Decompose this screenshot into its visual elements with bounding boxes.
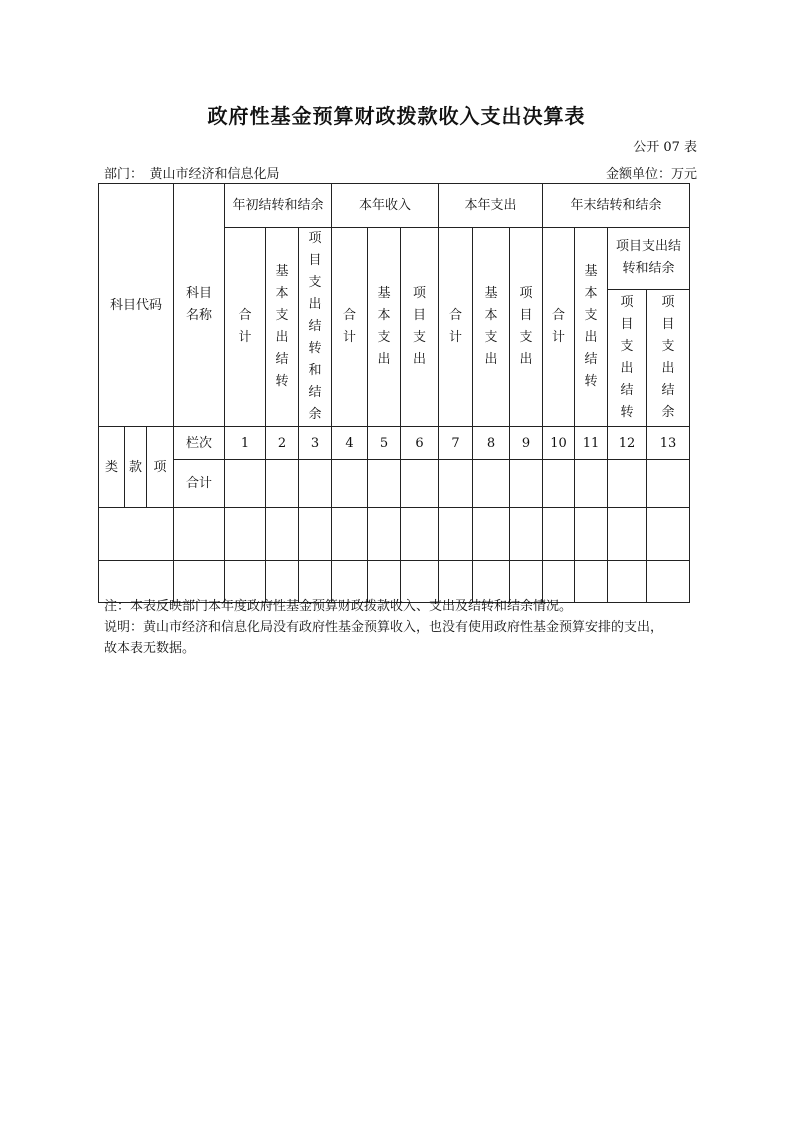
column-number: 9	[510, 427, 543, 460]
closing-total-header: 合计	[543, 228, 575, 427]
column-number: 13	[647, 427, 690, 460]
table-cell	[332, 460, 368, 508]
total-row-label: 合计	[174, 460, 225, 508]
form-number: 公开 07 表	[633, 140, 697, 155]
opening-balance-header: 年初结转和结余	[225, 184, 332, 228]
budget-table	[98, 183, 690, 603]
column-number: 2	[266, 427, 299, 460]
item-header: 项	[147, 427, 174, 508]
opening-project-carry-surplus-header: 项目支出结转和结余	[299, 228, 332, 427]
column-number: 6	[401, 427, 439, 460]
table-row	[99, 508, 690, 561]
table-cell	[473, 460, 510, 508]
income-project-header: 项目支出	[401, 228, 439, 427]
table-cell	[439, 508, 473, 561]
table-cell	[401, 460, 439, 508]
table-cell	[99, 508, 174, 561]
section-header: 款	[125, 427, 147, 508]
expense-project-header: 项目支出	[510, 228, 543, 427]
closing-basic-carry-header: 基本支出结转	[575, 228, 608, 427]
table-cell	[299, 460, 332, 508]
opening-total-header: 合计	[225, 228, 266, 427]
income-total-header: 合计	[332, 228, 368, 427]
table-cell	[266, 460, 299, 508]
column-number: 8	[473, 427, 510, 460]
table-cell	[608, 508, 647, 561]
table-cell	[473, 508, 510, 561]
table-cell	[543, 460, 575, 508]
expense-basic-header: 基本支出	[473, 228, 510, 427]
income-header: 本年收入	[332, 184, 439, 228]
table-cell	[510, 460, 543, 508]
table-cell	[510, 508, 543, 561]
income-basic-header: 基本支出	[368, 228, 401, 427]
table-cell	[225, 460, 266, 508]
expense-total-header: 合计	[439, 228, 473, 427]
table-cell	[299, 508, 332, 561]
table-cell	[608, 460, 647, 508]
table-cell	[401, 508, 439, 561]
column-number: 3	[299, 427, 332, 460]
column-number: 7	[439, 427, 473, 460]
table-cell	[368, 460, 401, 508]
class-header: 类	[99, 427, 125, 508]
subject-code-header: 科目代码	[99, 184, 174, 427]
table-cell	[647, 460, 690, 508]
opening-basic-carry-header: 基本支出结转	[266, 228, 299, 427]
table-cell	[439, 460, 473, 508]
column-number: 1	[225, 427, 266, 460]
table-cell	[225, 508, 266, 561]
table-cell	[266, 508, 299, 561]
explanation-note-continued: 故本表无数据。	[104, 641, 196, 656]
column-number: 10	[543, 427, 575, 460]
table-cell	[174, 508, 225, 561]
table-cell	[647, 508, 690, 561]
column-number: 12	[608, 427, 647, 460]
page-title: 政府性基金预算财政拨款收入支出决算表	[207, 104, 586, 128]
table-cell	[575, 508, 608, 561]
column-number: 5	[368, 427, 401, 460]
subject-name-header: 科目名称	[174, 184, 225, 427]
closing-project-surplus-header: 项目支出结余	[647, 289, 690, 426]
table-cell	[332, 508, 368, 561]
column-number: 11	[575, 427, 608, 460]
amount-unit-label: 金额单位：万元	[605, 167, 697, 182]
table-cell	[368, 508, 401, 561]
table-note: 注：本表反映部门本年度政府性基金预算财政拨款收入、支出及结转和结余情况。	[104, 599, 573, 614]
column-index-label: 栏次	[174, 427, 225, 460]
expense-header: 本年支出	[439, 184, 543, 228]
closing-project-carry-header: 项目支出结转	[608, 289, 647, 426]
table-cell	[575, 460, 608, 508]
closing-project-carry-surplus-header: 项目支出结转和结余	[608, 228, 690, 290]
table-cell	[543, 508, 575, 561]
closing-balance-header: 年末结转和结余	[543, 184, 690, 228]
column-number: 4	[332, 427, 368, 460]
explanation-note: 说明：黄山市经济和信息化局没有政府性基金预算收入，也没有使用政府性基金预算安排的支出，	[104, 620, 664, 635]
department-label: 部门： 黄山市经济和信息化局	[104, 167, 280, 182]
notes-section	[104, 596, 704, 659]
